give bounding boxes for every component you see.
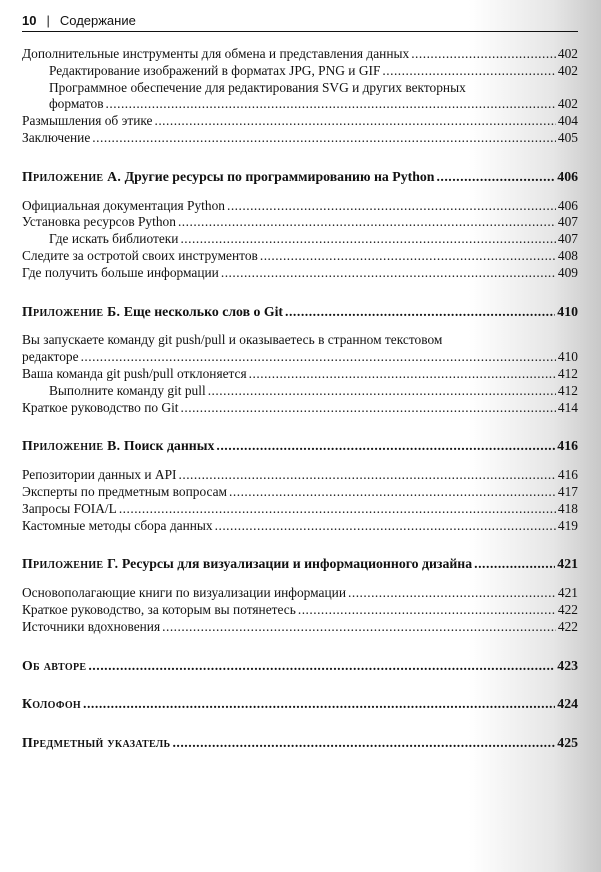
dot-leader [221, 265, 556, 282]
toc-entry-title: Краткое руководство по Git [22, 399, 179, 415]
dot-leader [474, 556, 555, 573]
toc-entry-page: 406 [557, 197, 578, 213]
appendix-label: Приложение А. [22, 168, 122, 184]
header-rule [22, 31, 578, 32]
toc-entry-title: Эксперты по предметным вопросам [22, 483, 228, 499]
header-separator: | [46, 13, 50, 28]
toc-entry-page: 408 [557, 247, 578, 263]
running-header [22, 13, 578, 28]
toc-entry-title: Источники вдохновения [22, 618, 161, 634]
toc-section-page: 424 [557, 696, 578, 712]
toc-entry-title: Ваша команда git push/pull отклоняется [22, 365, 247, 381]
toc-entry-title: Установка ресурсов Python [22, 214, 176, 230]
toc-entry[interactable] [22, 501, 578, 518]
toc-entry-page: 412 [557, 365, 578, 381]
toc-entry-page: 407 [557, 231, 578, 247]
toc-entry-page: 402 [557, 96, 578, 112]
appendix-title: Еще несколько слов о Git [123, 303, 284, 319]
toc-entry[interactable] [22, 46, 578, 63]
dot-leader [229, 484, 556, 501]
toc-section-page: 425 [557, 735, 578, 751]
header-title: Содержание [59, 13, 136, 28]
toc-entry-title-line1[interactable]: Программное обеспечение для редактирования SVG и других векторных [49, 79, 466, 95]
toc-entry[interactable] [22, 518, 578, 535]
toc-entry-page: 418 [557, 500, 578, 516]
toc-entry-title: Краткое руководство, за которым вы потянетесь [22, 601, 296, 617]
section-title: Предметный указатель [22, 735, 171, 751]
toc-entry[interactable] [22, 400, 578, 417]
toc-entry-page: 419 [557, 517, 578, 533]
dot-leader [106, 96, 556, 113]
dot-leader [298, 602, 556, 619]
toc-entry-page: 402 [557, 62, 578, 78]
toc-section-page: 423 [557, 657, 578, 673]
dot-leader [83, 696, 555, 713]
dot-leader [180, 231, 555, 248]
appendix-label: Приложение Г. [22, 556, 119, 572]
dot-leader [249, 366, 556, 383]
dot-leader [436, 169, 555, 186]
toc-entry-title-line2: редакторе [22, 349, 79, 365]
toc-entry-title: Дополнительные инструменты для обмена и представления данных [22, 46, 410, 61]
toc-entry-title: Запросы FOIA/L [22, 500, 117, 516]
toc-entry-page: 405 [557, 129, 578, 145]
toc-entry-page: 404 [557, 113, 578, 129]
section-title: Об авторе [22, 657, 87, 673]
toc-entry-title: Официальная документация Python [22, 197, 225, 213]
toc-entry[interactable] [22, 619, 578, 636]
toc-entry[interactable] [22, 248, 578, 265]
dot-leader [216, 438, 555, 455]
dot-leader [208, 383, 556, 400]
dot-leader [162, 619, 556, 636]
toc-section-page: 421 [557, 556, 578, 572]
toc-entry-page: 416 [557, 467, 578, 483]
toc-entry-title: Основополагающие книги по визуализации информации [22, 585, 346, 601]
toc-entry[interactable] [22, 366, 578, 383]
dot-leader [181, 400, 556, 417]
page-number: 10 [22, 13, 37, 28]
toc-section-appendix-a[interactable] [22, 169, 578, 186]
appendix-label: Приложение Б. [22, 303, 121, 319]
toc-section-appendix-c[interactable] [22, 438, 578, 455]
toc-entry-title: Где искать библиотеки [49, 231, 179, 247]
dot-leader [172, 735, 555, 752]
appendix-title: Ресурсы для визуализации и информационного дизайна [121, 556, 473, 572]
dot-leader [119, 501, 556, 518]
toc-entry-title: Выполните команду git pull [49, 382, 206, 398]
appendix-label: Приложение В. [22, 438, 121, 454]
toc-section-appendix-b[interactable] [22, 304, 578, 321]
toc-entry[interactable] [22, 96, 578, 113]
dot-leader [285, 304, 555, 321]
appendix-title: Другие ресурсы по программированию на Python [124, 168, 435, 184]
toc-entry-page: 412 [557, 382, 578, 398]
toc-entry-title-line1[interactable]: Вы запускаете команду git push/pull и оказываетесь в странном текстовом [22, 332, 443, 348]
dot-leader [411, 46, 556, 63]
toc-entry-title: Размышления об этике [22, 113, 153, 129]
dot-leader [215, 518, 556, 535]
toc-entry[interactable] [22, 349, 578, 366]
dot-leader [178, 214, 556, 231]
dot-leader [227, 198, 556, 215]
toc-entry-title: Репозитории данных и API [22, 467, 177, 483]
toc-entry-title: Следите за остротой своих инструментов [22, 247, 258, 263]
toc-entry[interactable] [22, 231, 578, 248]
toc-entry-page: 422 [557, 601, 578, 617]
dot-leader [260, 248, 556, 265]
toc-entry[interactable] [22, 484, 578, 501]
toc-entry[interactable] [22, 602, 578, 619]
toc-section-page: 406 [557, 168, 578, 184]
toc-entry-page: 421 [557, 585, 578, 601]
dot-leader [81, 349, 556, 366]
toc-entry-title: Где получить больше информации [22, 264, 219, 280]
toc-entry[interactable] [22, 467, 578, 484]
dot-leader [179, 467, 556, 484]
dot-leader [92, 130, 556, 147]
toc-entry[interactable] [22, 383, 578, 400]
toc-entry-page: 402 [557, 46, 578, 61]
toc-entry-page: 409 [557, 264, 578, 280]
toc-section-page: 410 [557, 303, 578, 319]
toc-entry[interactable] [22, 214, 578, 231]
toc-entry[interactable] [22, 265, 578, 282]
toc-section-appendix-d[interactable] [22, 556, 578, 573]
toc-entry-title: Редактирование изображений в форматах JPG, PNG и GIF [49, 62, 381, 78]
toc-entry-page: 417 [557, 483, 578, 499]
toc-section-colophon[interactable] [22, 696, 578, 713]
toc-entry[interactable] [22, 113, 578, 130]
toc-entry[interactable] [22, 63, 578, 80]
toc-entry-page: 410 [557, 349, 578, 365]
dot-leader [154, 113, 555, 130]
toc-entry-title-line2: форматов [49, 96, 104, 112]
toc-section-about-author[interactable] [22, 658, 578, 675]
toc-entry[interactable] [22, 585, 578, 602]
toc-entry-page: 422 [557, 618, 578, 634]
appendix-title: Поиск данных [123, 438, 215, 454]
toc-entry-page: 407 [557, 214, 578, 230]
toc-entry-page: 414 [557, 399, 578, 415]
toc-section-page: 416 [557, 438, 578, 454]
dot-leader [88, 658, 555, 675]
toc-section-index[interactable] [22, 735, 578, 752]
toc-entry-title: Заключение [22, 129, 91, 145]
table-of-contents [22, 46, 578, 752]
toc-entry[interactable] [22, 198, 578, 215]
toc-entry-title: Кастомные методы сбора данных [22, 517, 213, 533]
section-title: Колофон [22, 696, 82, 712]
dot-leader [348, 585, 556, 602]
toc-entry[interactable] [22, 130, 578, 147]
dot-leader [382, 63, 556, 80]
